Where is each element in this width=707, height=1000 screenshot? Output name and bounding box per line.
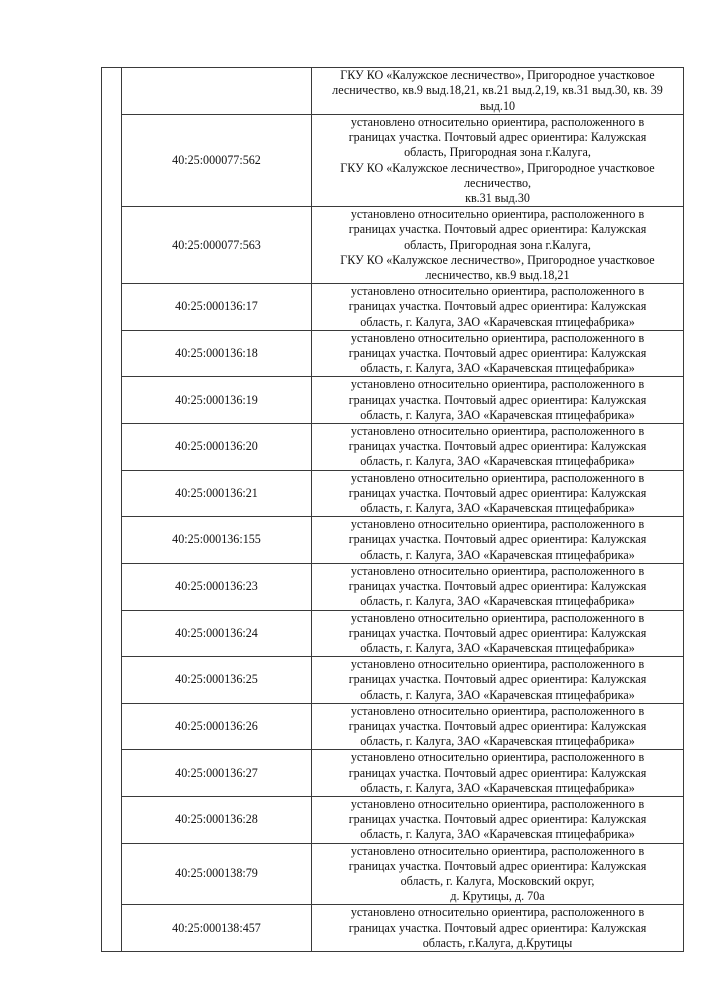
address-cell <box>312 703 684 750</box>
address-line: установлено относительно ориентира, расположенного в <box>350 843 645 858</box>
cadastral-number-cell: 40:25:000136:25 <box>122 657 312 704</box>
address-line: лесничество, кв.9 выд.18,21, кв.21 выд.2,19, кв.31 выд.30, кв. 39 <box>332 83 663 98</box>
address-line: установлено относительно ориентира, расположенного в <box>350 563 645 578</box>
address-line: установлено относительно ориентира, расположенного в <box>350 207 645 222</box>
address-line: область, г. Калуга, ЗАО «Карачевская птицефабрика» <box>360 640 635 655</box>
address-line: область, г. Калуга, ЗАО «Карачевская птицефабрика» <box>360 501 635 516</box>
address-line: область, г. Калуга, ЗАО «Карачевская птицефабрика» <box>360 594 635 609</box>
address-line: установлено относительно ориентира, расположенного в <box>350 377 645 392</box>
address-line: установлено относительно ориентира, расположенного в <box>350 703 645 718</box>
address-cell <box>312 68 684 115</box>
address-line: область, г. Калуга, ЗАО «Карачевская птицефабрика» <box>360 780 635 795</box>
address-line: границах участка. Почтовый адрес ориентира: Калужская <box>348 299 647 314</box>
address-line: кв.31 выд.30 <box>465 191 530 206</box>
cadastral-number-cell: 40:25:000136:18 <box>122 330 312 377</box>
table-row <box>102 563 684 610</box>
address-cell <box>312 905 684 952</box>
address-cell <box>312 563 684 610</box>
address-line: границах участка. Почтовый адрес ориентира: Калужская <box>348 920 647 935</box>
table-row <box>102 610 684 657</box>
address-cell <box>312 284 684 331</box>
address-line: установлено относительно ориентира, расположенного в <box>350 284 645 299</box>
address-line: область, г. Калуга, ЗАО «Карачевская птицефабрика» <box>360 827 635 842</box>
address-cell <box>312 517 684 564</box>
table-row <box>102 68 684 115</box>
address-line: область, г. Калуга, ЗАО «Карачевская птицефабрика» <box>360 734 635 749</box>
address-line: область, г. Калуга, ЗАО «Карачевская птицефабрика» <box>360 687 635 702</box>
address-line: область, г. Калуга, ЗАО «Карачевская птицефабрика» <box>360 547 635 562</box>
cadastral-number-cell: 40:25:000136:23 <box>122 563 312 610</box>
table-row <box>102 207 684 284</box>
table-row <box>102 424 684 471</box>
address-line: ГКУ КО «Калужское лесничество», Пригородное участковое <box>340 160 655 175</box>
address-cell <box>312 424 684 471</box>
address-line: ГКУ КО «Калужское лесничество», Пригородное участковое <box>340 68 655 83</box>
address-line: область, Пригородная зона г.Калуга, <box>404 237 591 252</box>
cadastral-number-cell: 40:25:000136:17 <box>122 284 312 331</box>
address-line: границах участка. Почтовый адрес ориентира: Калужская <box>348 439 647 454</box>
address-line: границах участка. Почтовый адрес ориентира: Калужская <box>348 346 647 361</box>
address-line: установлено относительно ориентира, расположенного в <box>350 517 645 532</box>
cadastral-number-cell: 40:25:000138:457 <box>122 905 312 952</box>
table-row <box>102 796 684 843</box>
address-line: область, г. Калуга, ЗАО «Карачевская птицефабрика» <box>360 314 635 329</box>
address-line: установлено относительно ориентира, расположенного в <box>350 424 645 439</box>
address-line: д. Крутицы, д. 70а <box>450 889 545 904</box>
address-cell <box>312 470 684 517</box>
table-row <box>102 905 684 952</box>
address-line: область, г. Калуга, ЗАО «Карачевская птицефабрика» <box>360 407 635 422</box>
address-line: границах участка. Почтовый адрес ориентира: Калужская <box>348 858 647 873</box>
address-line: лесничество, <box>463 175 532 190</box>
address-line: границах участка. Почтовый адрес ориентира: Калужская <box>348 485 647 500</box>
address-line: границах участка. Почтовый адрес ориентира: Калужская <box>348 672 647 687</box>
table-row <box>102 517 684 564</box>
address-line: границах участка. Почтовый адрес ориентира: Калужская <box>348 222 647 237</box>
address-line: установлено относительно ориентира, расположенного в <box>350 330 645 345</box>
table-row <box>102 330 684 377</box>
address-line: область, Пригородная зона г.Калуга, <box>404 145 591 160</box>
address-cell <box>312 207 684 284</box>
address-line: установлено относительно ориентира, расположенного в <box>350 750 645 765</box>
cadastral-number-cell: 40:25:000136:24 <box>122 610 312 657</box>
cadastral-number-cell: 40:25:000136:28 <box>122 796 312 843</box>
address-line: область, г. Калуга, ЗАО «Карачевская птицефабрика» <box>360 454 635 469</box>
parcels-table-body <box>102 68 684 952</box>
address-cell <box>312 750 684 797</box>
table-row <box>102 657 684 704</box>
address-line: границах участка. Почтовый адрес ориентира: Калужская <box>348 130 647 145</box>
address-line: границах участка. Почтовый адрес ориентира: Калужская <box>348 765 647 780</box>
address-line: выд.10 <box>479 98 516 113</box>
address-line: установлено относительно ориентира, расположенного в <box>350 657 645 672</box>
cadastral-number-cell: 40:25:000136:21 <box>122 470 312 517</box>
address-line: ГКУ КО «Калужское лесничество», Пригородное участковое <box>340 252 655 267</box>
address-line: установлено относительно ориентира, расположенного в <box>350 905 645 920</box>
address-line: границах участка. Почтовый адрес ориентира: Калужская <box>348 812 647 827</box>
cadastral-number-cell: 40:25:000136:26 <box>122 703 312 750</box>
address-line: область, г. Калуга, Московский округ, <box>400 873 595 888</box>
address-line: область, г.Калуга, д.Крутицы <box>422 935 573 950</box>
address-cell <box>312 115 684 207</box>
row-number-column <box>102 68 122 952</box>
address-cell <box>312 330 684 377</box>
table-row <box>102 470 684 517</box>
table-row <box>102 284 684 331</box>
table-row <box>102 750 684 797</box>
address-line: границах участка. Почтовый адрес ориентира: Калужская <box>348 532 647 547</box>
cadastral-number-cell: 40:25:000077:562 <box>122 115 312 207</box>
address-cell <box>312 843 684 905</box>
address-line: установлено относительно ориентира, расположенного в <box>350 115 645 129</box>
cadastral-number-cell: 40:25:000136:155 <box>122 517 312 564</box>
address-line: установлено относительно ориентира, расположенного в <box>350 610 645 625</box>
address-cell <box>312 657 684 704</box>
table-row <box>102 115 684 207</box>
address-line: лесничество, кв.9 выд.18,21 <box>425 268 570 283</box>
cadastral-number-cell <box>122 68 312 115</box>
cadastral-number-cell: 40:25:000136:27 <box>122 750 312 797</box>
address-cell <box>312 610 684 657</box>
table-row <box>102 843 684 905</box>
table-row <box>102 703 684 750</box>
cadastral-number-cell: 40:25:000136:20 <box>122 424 312 471</box>
address-line: границах участка. Почтовый адрес ориентира: Калужская <box>348 625 647 640</box>
address-cell <box>312 796 684 843</box>
address-line: установлено относительно ориентира, расположенного в <box>350 796 645 811</box>
address-line: границах участка. Почтовый адрес ориентира: Калужская <box>348 579 647 594</box>
cadastral-number-cell: 40:25:000077:563 <box>122 207 312 284</box>
address-line: границах участка. Почтовый адрес ориентира: Калужская <box>348 718 647 733</box>
address-cell <box>312 377 684 424</box>
cadastral-number-cell: 40:25:000138:79 <box>122 843 312 905</box>
address-line: границах участка. Почтовый адрес ориентира: Калужская <box>348 392 647 407</box>
address-line: область, г. Калуга, ЗАО «Карачевская птицефабрика» <box>360 361 635 376</box>
parcels-table <box>101 67 684 952</box>
table-row <box>102 377 684 424</box>
address-line: установлено относительно ориентира, расположенного в <box>350 470 645 485</box>
cadastral-number-cell: 40:25:000136:19 <box>122 377 312 424</box>
